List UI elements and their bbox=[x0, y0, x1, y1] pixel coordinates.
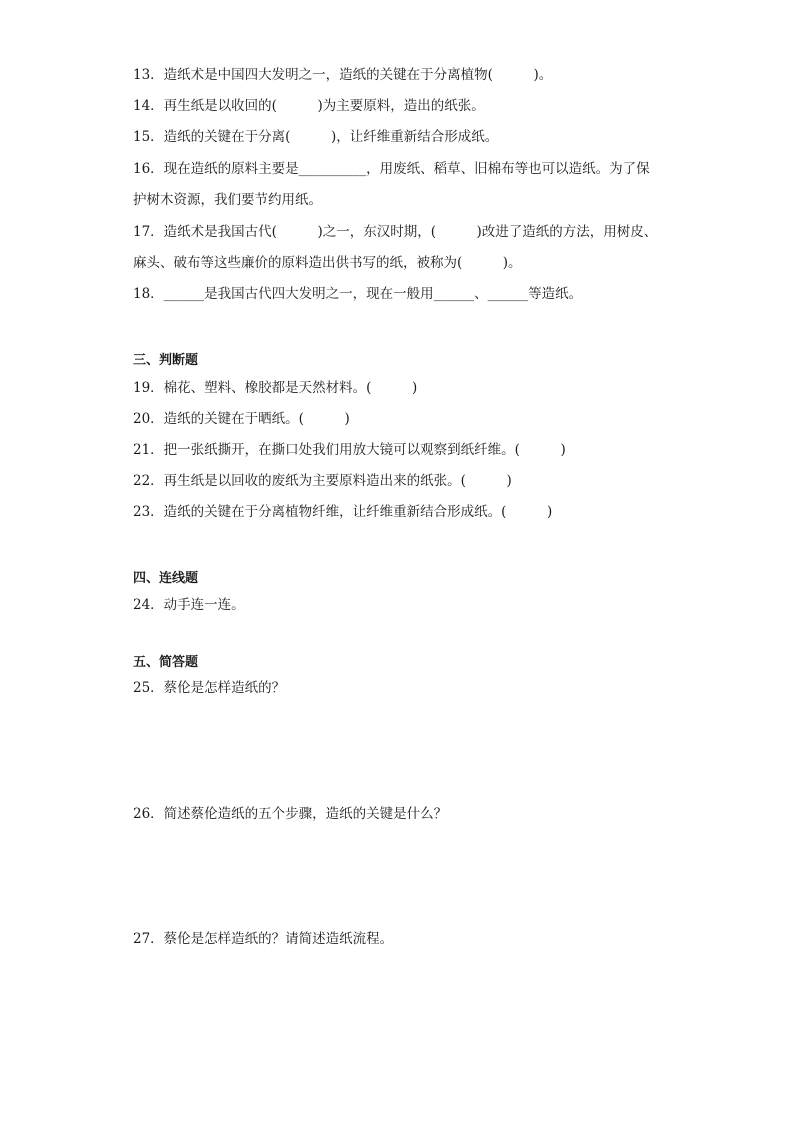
question-15: 15．造纸的关键在于分离( )，让纤维重新结合形成纸。 bbox=[133, 129, 499, 145]
question-23: 23．造纸的关键在于分离植物纤维，让纤维重新结合形成纸。( ) bbox=[133, 504, 553, 520]
question-16-line-1: 16．现在造纸的原料主要是__________，用废纸、稻草、旧棉布等也可以造纸。为了保 bbox=[133, 161, 650, 177]
question-19: 19．棉花、塑料、橡胶都是天然材料。( ) bbox=[133, 380, 418, 396]
question-21: 21．把一张纸撕开，在撕口处我们用放大镜可以观察到纸纤维。( ) bbox=[133, 442, 566, 458]
section-heading-short-answer: 五、简答题 bbox=[133, 655, 199, 670]
question-20: 20．造纸的关键在于晒纸。( ) bbox=[133, 411, 350, 427]
question-26: 26．简述蔡伦造纸的五个步骤，造纸的关键是什么？ bbox=[133, 806, 448, 822]
question-14: 14．再生纸是以收回的( )为主要原料，造出的纸张。 bbox=[133, 98, 485, 114]
question-16-line-2: 护树木资源，我们要节约用纸。 bbox=[133, 192, 322, 208]
question-18: 18．______是我国古代四大发明之一，现在一般用______、______等造纸。 bbox=[133, 286, 583, 302]
question-27: 27．蔡伦是怎样造纸的？请简述造纸流程。 bbox=[133, 931, 394, 947]
question-24: 24．动手连一连。 bbox=[133, 597, 245, 613]
question-17-line-2: 麻头、破布等这些廉价的原料造出供书写的纸，被称为( )。 bbox=[133, 255, 522, 271]
question-22: 22．再生纸是以回收的废纸为主要原料造出来的纸张。( ) bbox=[133, 473, 512, 489]
section-heading-judgement: 三、判断题 bbox=[133, 353, 199, 368]
section-heading-matching: 四、连线题 bbox=[133, 571, 199, 586]
question-13: 13．造纸术是中国四大发明之一，造纸的关键在于分离植物( )。 bbox=[133, 67, 553, 83]
question-25: 25．蔡伦是怎样造纸的？ bbox=[133, 680, 286, 696]
question-17-line-1: 17．造纸术是我国古代( )之一，东汉时期，( )改进了造纸的方法，用树皮、 bbox=[133, 224, 658, 240]
